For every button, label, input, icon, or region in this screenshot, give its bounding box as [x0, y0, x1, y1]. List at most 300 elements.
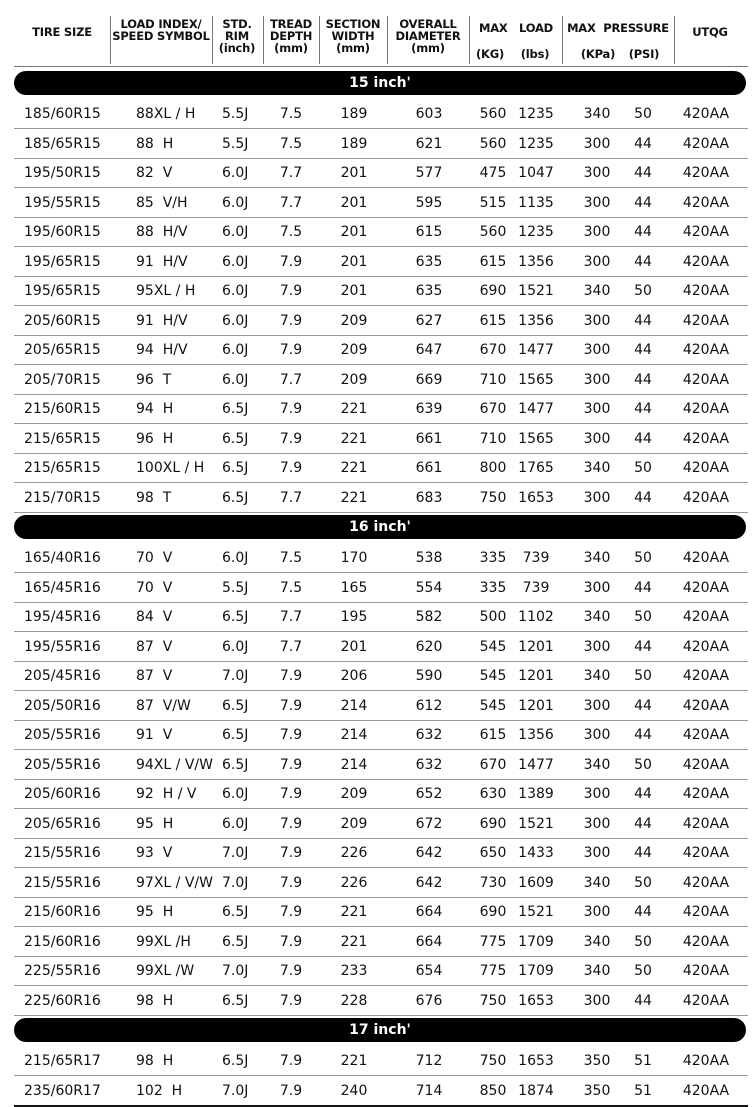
table-row — [14, 543, 748, 573]
cell-overall-diameter: 664 — [415, 904, 443, 920]
cell-max-pressure-psi: 44 — [634, 786, 652, 802]
cell-overall-diameter: 554 — [415, 579, 443, 596]
cell-max-load-lbs: 739 — [522, 579, 550, 596]
table-row — [14, 335, 748, 365]
cell-tread-depth: 7.9 — [279, 933, 303, 950]
table-row — [14, 453, 748, 483]
cell-tread-depth: 7.7 — [279, 489, 303, 506]
cell-max-load-lbs: 1709 — [518, 963, 554, 979]
header-divider — [212, 16, 213, 64]
table-row — [14, 927, 748, 957]
cell-tire-size: 195/65R15 — [24, 253, 101, 270]
cell-max-pressure-psi: 50 — [634, 460, 652, 476]
cell-max-pressure-psi: 44 — [634, 165, 652, 181]
cell-max-load-lbs: 1477 — [518, 756, 554, 773]
cell-overall-diameter: 612 — [415, 697, 443, 714]
cell-overall-diameter: 642 — [415, 845, 443, 861]
cell-section-width: 201 — [340, 283, 368, 299]
table-row — [14, 602, 748, 632]
cell-std-rim: 6.5J — [222, 430, 249, 447]
cell-tire-size: 185/60R15 — [24, 106, 101, 122]
cell-std-rim: 6.0J — [222, 342, 249, 358]
cell-tread-depth: 7.5 — [279, 550, 303, 566]
cell-max-load-kg: 630 — [479, 786, 507, 802]
table-row — [14, 217, 748, 247]
cell-max-pressure-kpa: 300 — [583, 342, 611, 358]
header-max-load-kg: (KG) — [475, 47, 505, 61]
cell-std-rim: 6.0J — [222, 786, 249, 802]
cell-max-load-lbs: 1874 — [518, 1082, 554, 1099]
cell-max-pressure-kpa: 340 — [583, 460, 611, 476]
cell-max-pressure-psi: 50 — [634, 283, 652, 299]
cell-section-width: 170 — [340, 550, 368, 566]
cell-utqg: 420AA — [682, 194, 730, 211]
cell-load-speed: 91 H/V — [136, 312, 188, 329]
cell-max-load-kg: 560 — [479, 224, 507, 240]
cell-max-pressure-psi: 51 — [634, 1053, 652, 1069]
cell-load-speed: 96 H — [136, 430, 174, 447]
cell-section-width: 226 — [340, 874, 368, 891]
cell-overall-diameter: 654 — [415, 963, 443, 979]
cell-tire-size: 205/65R15 — [24, 342, 101, 358]
cell-max-load-kg: 475 — [479, 165, 507, 181]
cell-tread-depth: 7.9 — [279, 1082, 303, 1099]
cell-max-load-lbs: 1565 — [518, 371, 554, 388]
table-row — [14, 661, 748, 691]
cell-tread-depth: 7.7 — [279, 194, 303, 211]
cell-std-rim: 6.5J — [222, 904, 249, 920]
cell-tire-size: 165/45R16 — [24, 579, 101, 596]
cell-overall-diameter: 632 — [415, 727, 443, 743]
cell-load-speed: 88 H/V — [136, 224, 188, 240]
cell-max-pressure-psi: 50 — [634, 963, 652, 979]
table-row — [14, 188, 748, 218]
table-row — [14, 809, 748, 839]
cell-overall-diameter: 676 — [415, 992, 443, 1009]
cell-tire-size: 215/60R16 — [24, 933, 101, 950]
cell-max-load-kg: 850 — [479, 1082, 507, 1099]
table-row — [14, 483, 748, 513]
cell-tread-depth: 7.9 — [279, 874, 303, 891]
cell-load-speed: 91 V — [136, 727, 173, 743]
cell-load-speed: 99XL /W — [136, 963, 195, 979]
cell-max-pressure-kpa: 300 — [583, 904, 611, 920]
cell-load-speed: 94 H — [136, 401, 174, 417]
cell-utqg: 420AA — [682, 609, 730, 625]
cell-tire-size: 205/45R16 — [24, 668, 101, 684]
cell-max-pressure-kpa: 300 — [583, 845, 611, 861]
cell-utqg: 420AA — [682, 579, 730, 596]
cell-max-load-lbs: 1235 — [518, 106, 554, 122]
table-row — [14, 720, 748, 750]
cell-max-load-kg: 545 — [479, 638, 507, 655]
cell-section-width: 214 — [340, 727, 368, 743]
table-row — [14, 129, 748, 159]
cell-max-load-kg: 335 — [479, 550, 507, 566]
cell-std-rim: 6.5J — [222, 992, 249, 1009]
cell-load-speed: 70 V — [136, 579, 173, 596]
cell-max-pressure-psi: 44 — [634, 430, 652, 447]
cell-std-rim: 6.5J — [222, 727, 249, 743]
cell-load-speed: 94XL / V/W — [136, 756, 213, 773]
table-row — [14, 573, 748, 603]
cell-max-load-kg: 670 — [479, 756, 507, 773]
cell-std-rim: 5.5J — [222, 579, 249, 596]
cell-tread-depth: 7.9 — [279, 845, 303, 861]
cell-max-load-lbs: 1565 — [518, 430, 554, 447]
cell-section-width: 209 — [340, 312, 368, 329]
header-divider — [110, 16, 111, 64]
cell-overall-diameter: 590 — [415, 668, 443, 684]
cell-max-pressure-psi: 44 — [634, 845, 652, 861]
cell-std-rim: 6.0J — [222, 165, 249, 181]
cell-section-width: 209 — [340, 342, 368, 358]
cell-load-speed: 98 H — [136, 992, 174, 1009]
cell-max-pressure-kpa: 300 — [583, 401, 611, 417]
header-max-pressure-psi: (PSI) — [628, 47, 660, 61]
cell-max-load-lbs: 1653 — [518, 1053, 554, 1069]
cell-max-load-kg: 710 — [479, 430, 507, 447]
header-divider — [263, 16, 264, 64]
cell-tire-size: 205/70R15 — [24, 371, 101, 388]
table-row — [14, 868, 748, 898]
cell-section-width: 233 — [340, 963, 368, 979]
cell-max-load-lbs: 1709 — [518, 933, 554, 950]
cell-std-rim: 6.0J — [222, 638, 249, 655]
cell-max-load-kg: 515 — [479, 194, 507, 211]
cell-overall-diameter: 639 — [415, 401, 443, 417]
table-row — [14, 956, 748, 986]
cell-section-width: 189 — [340, 135, 368, 152]
cell-overall-diameter: 652 — [415, 786, 443, 802]
cell-section-width: 221 — [340, 430, 368, 447]
cell-max-pressure-psi: 44 — [634, 194, 652, 211]
cell-tread-depth: 7.9 — [279, 786, 303, 802]
cell-max-pressure-kpa: 300 — [583, 697, 611, 714]
cell-section-width: 221 — [340, 460, 368, 476]
cell-max-load-lbs: 1201 — [518, 697, 554, 714]
table-row — [14, 306, 748, 336]
cell-max-pressure-psi: 44 — [634, 579, 652, 596]
header-divider — [469, 16, 470, 64]
table-row — [14, 750, 748, 780]
cell-max-pressure-psi: 44 — [634, 401, 652, 417]
cell-overall-diameter: 714 — [415, 1082, 443, 1099]
cell-load-speed: 87 V/W — [136, 697, 191, 714]
cell-utqg: 420AA — [682, 727, 730, 743]
table-row — [14, 838, 748, 868]
cell-max-load-kg: 670 — [479, 401, 507, 417]
cell-max-load-kg: 560 — [479, 106, 507, 122]
cell-load-speed: 91 H/V — [136, 253, 188, 270]
cell-max-pressure-psi: 50 — [634, 609, 652, 625]
cell-overall-diameter: 620 — [415, 638, 443, 655]
cell-max-pressure-kpa: 340 — [583, 609, 611, 625]
cell-tire-size: 195/55R16 — [24, 638, 101, 655]
cell-overall-diameter: 642 — [415, 874, 443, 891]
cell-max-load-lbs: 1653 — [518, 489, 554, 506]
cell-load-speed: 102 H — [136, 1082, 183, 1099]
cell-load-speed: 70 V — [136, 550, 173, 566]
cell-overall-diameter: 635 — [415, 283, 443, 299]
cell-max-pressure-kpa: 300 — [583, 638, 611, 655]
header-utqg: UTQG — [692, 25, 728, 39]
table-row — [14, 394, 748, 424]
cell-load-speed: 84 V — [136, 609, 173, 625]
cell-tread-depth: 7.5 — [279, 106, 303, 122]
cell-max-load-kg: 710 — [479, 371, 507, 388]
cell-std-rim: 6.5J — [222, 756, 249, 773]
cell-utqg: 420AA — [682, 253, 730, 270]
cell-overall-diameter: 669 — [415, 371, 443, 388]
table-row — [14, 276, 748, 306]
cell-max-pressure-psi: 44 — [634, 489, 652, 506]
cell-max-load-kg: 750 — [479, 489, 507, 506]
cell-std-rim: 6.0J — [222, 371, 249, 388]
cell-section-width: 165 — [340, 579, 368, 596]
cell-max-load-kg: 545 — [479, 697, 507, 714]
cell-std-rim: 6.5J — [222, 401, 249, 417]
table-row — [14, 632, 748, 662]
cell-tire-size: 215/65R15 — [24, 460, 101, 476]
cell-overall-diameter: 661 — [415, 460, 443, 476]
cell-tread-depth: 7.9 — [279, 756, 303, 773]
cell-tire-size: 215/55R16 — [24, 874, 101, 891]
cell-max-load-lbs: 1356 — [518, 312, 554, 329]
cell-section-width: 221 — [340, 489, 368, 506]
cell-tire-size: 215/65R17 — [24, 1053, 101, 1069]
cell-max-pressure-kpa: 340 — [583, 874, 611, 891]
cell-max-load-lbs: 1235 — [518, 135, 554, 152]
cell-tire-size: 205/65R16 — [24, 815, 101, 832]
cell-max-pressure-kpa: 300 — [583, 815, 611, 832]
cell-max-pressure-kpa: 300 — [583, 312, 611, 329]
cell-utqg: 420AA — [682, 489, 730, 506]
cell-utqg: 420AA — [682, 845, 730, 861]
cell-max-pressure-kpa: 300 — [583, 165, 611, 181]
cell-max-load-kg: 615 — [479, 253, 507, 270]
cell-max-pressure-kpa: 300 — [583, 992, 611, 1009]
cell-section-width: 206 — [340, 668, 368, 684]
cell-tread-depth: 7.9 — [279, 727, 303, 743]
cell-utqg: 420AA — [682, 1053, 730, 1069]
cell-tread-depth: 7.9 — [279, 430, 303, 447]
cell-max-pressure-psi: 50 — [634, 756, 652, 773]
cell-max-pressure-psi: 50 — [634, 933, 652, 950]
cell-load-speed: 95XL / H — [136, 283, 196, 299]
cell-tire-size: 205/60R16 — [24, 786, 101, 802]
header-max-pressure-kpa: (KPa) — [580, 47, 616, 61]
cell-section-width: 214 — [340, 697, 368, 714]
cell-tire-size: 195/55R15 — [24, 194, 101, 211]
cell-max-load-kg: 650 — [479, 845, 507, 861]
table-row — [14, 779, 748, 809]
cell-tread-depth: 7.9 — [279, 460, 303, 476]
cell-tire-size: 225/60R16 — [24, 992, 101, 1009]
cell-utqg: 420AA — [682, 342, 730, 358]
cell-overall-diameter: 647 — [415, 342, 443, 358]
cell-tire-size: 215/65R15 — [24, 430, 101, 447]
cell-tread-depth: 7.9 — [279, 401, 303, 417]
section-band: 17 inch' — [14, 1018, 746, 1042]
cell-tire-size: 195/50R15 — [24, 165, 101, 181]
cell-std-rim: 6.0J — [222, 224, 249, 240]
cell-load-speed: 94 H/V — [136, 342, 188, 358]
cell-max-load-kg: 335 — [479, 579, 507, 596]
cell-max-load-kg: 750 — [479, 1053, 507, 1069]
cell-load-speed: 98 H — [136, 1053, 174, 1069]
cell-max-pressure-kpa: 300 — [583, 371, 611, 388]
cell-tread-depth: 7.9 — [279, 668, 303, 684]
cell-utqg: 420AA — [682, 992, 730, 1009]
cell-std-rim: 6.0J — [222, 815, 249, 832]
table-row — [14, 691, 748, 721]
cell-section-width: 240 — [340, 1082, 368, 1099]
cell-load-speed: 97XL / V/W — [136, 874, 213, 891]
cell-utqg: 420AA — [682, 963, 730, 979]
cell-section-width: 189 — [340, 106, 368, 122]
cell-load-speed: 93 V — [136, 845, 173, 861]
cell-overall-diameter: 661 — [415, 430, 443, 447]
cell-std-rim: 7.0J — [222, 1082, 249, 1099]
table-row — [14, 424, 748, 454]
cell-max-load-lbs: 1235 — [518, 224, 554, 240]
cell-max-pressure-kpa: 340 — [583, 668, 611, 684]
cell-max-pressure-kpa: 340 — [583, 106, 611, 122]
cell-max-pressure-kpa: 300 — [583, 224, 611, 240]
cell-utqg: 420AA — [682, 165, 730, 181]
cell-max-load-lbs: 1521 — [518, 815, 554, 832]
cell-load-speed: 99XL /H — [136, 933, 191, 950]
cell-max-load-kg: 615 — [479, 727, 507, 743]
cell-tire-size: 195/60R15 — [24, 224, 101, 240]
cell-max-load-lbs: 1389 — [518, 786, 554, 802]
cell-max-pressure-kpa: 300 — [583, 253, 611, 270]
cell-max-pressure-kpa: 340 — [583, 933, 611, 950]
cell-tire-size: 195/45R16 — [24, 609, 101, 625]
cell-utqg: 420AA — [682, 135, 730, 152]
cell-max-load-kg: 690 — [479, 904, 507, 920]
cell-load-speed: 95 H — [136, 815, 174, 832]
cell-utqg: 420AA — [682, 697, 730, 714]
cell-section-width: 201 — [340, 165, 368, 181]
cell-std-rim: 7.0J — [222, 668, 249, 684]
cell-max-load-lbs: 1653 — [518, 992, 554, 1009]
cell-max-pressure-kpa: 300 — [583, 489, 611, 506]
cell-max-pressure-psi: 44 — [634, 992, 652, 1009]
cell-max-pressure-psi: 44 — [634, 638, 652, 655]
cell-max-load-lbs: 1609 — [518, 874, 554, 891]
cell-tire-size: 205/60R15 — [24, 312, 101, 329]
cell-max-pressure-psi: 50 — [634, 874, 652, 891]
cell-max-load-kg: 500 — [479, 609, 507, 625]
cell-utqg: 420AA — [682, 106, 730, 122]
section-band: 16 inch' — [14, 515, 746, 539]
header-tread-depth: TREAD DEPTH (mm) — [269, 17, 313, 55]
cell-section-width: 221 — [340, 904, 368, 920]
cell-overall-diameter: 615 — [415, 224, 443, 240]
cell-tire-size: 235/60R17 — [24, 1082, 101, 1099]
cell-max-pressure-psi: 44 — [634, 371, 652, 388]
table-row — [14, 365, 748, 395]
cell-utqg: 420AA — [682, 283, 730, 299]
cell-tire-size: 205/55R16 — [24, 727, 101, 743]
cell-load-speed: 87 V — [136, 668, 173, 684]
cell-std-rim: 6.5J — [222, 933, 249, 950]
cell-max-load-lbs: 1765 — [518, 460, 554, 476]
header-std-rim: STD. RIM (inch) — [218, 17, 256, 55]
cell-section-width: 209 — [340, 786, 368, 802]
cell-overall-diameter: 627 — [415, 312, 443, 329]
cell-tire-size: 215/55R16 — [24, 845, 101, 861]
cell-tire-size: 215/60R16 — [24, 904, 101, 920]
cell-tire-size: 225/55R16 — [24, 963, 101, 979]
cell-max-load-lbs: 1521 — [518, 283, 554, 299]
cell-tread-depth: 7.5 — [279, 579, 303, 596]
cell-overall-diameter: 621 — [415, 135, 443, 152]
cell-std-rim: 7.0J — [222, 845, 249, 861]
header-max-pressure: MAX PRESSURE — [567, 21, 669, 35]
cell-overall-diameter: 683 — [415, 489, 443, 506]
cell-utqg: 420AA — [682, 933, 730, 950]
cell-std-rim: 7.0J — [222, 963, 249, 979]
cell-max-load-lbs: 1477 — [518, 401, 554, 417]
cell-load-speed: 98 T — [136, 489, 172, 506]
cell-utqg: 420AA — [682, 815, 730, 832]
cell-load-speed: 88 H — [136, 135, 174, 152]
cell-overall-diameter: 538 — [415, 550, 443, 566]
cell-tread-depth: 7.9 — [279, 992, 303, 1009]
cell-max-pressure-psi: 44 — [634, 253, 652, 270]
cell-max-pressure-psi: 44 — [634, 697, 652, 714]
cell-overall-diameter: 577 — [415, 165, 443, 181]
cell-max-load-kg: 560 — [479, 135, 507, 152]
header-divider — [387, 16, 388, 64]
cell-max-load-kg: 800 — [479, 460, 507, 476]
cell-max-load-lbs: 1201 — [518, 668, 554, 684]
cell-std-rim: 7.0J — [222, 874, 249, 891]
cell-overall-diameter: 635 — [415, 253, 443, 270]
cell-max-pressure-kpa: 300 — [583, 194, 611, 211]
cell-utqg: 420AA — [682, 224, 730, 240]
cell-max-load-kg: 690 — [479, 283, 507, 299]
cell-overall-diameter: 595 — [415, 194, 443, 211]
cell-load-speed: 87 V — [136, 638, 173, 655]
cell-max-load-kg: 690 — [479, 815, 507, 832]
cell-load-speed: 96 T — [136, 371, 172, 388]
header-load-index: LOAD INDEX/ SPEED SYMBOL — [112, 17, 210, 43]
cell-max-load-kg: 750 — [479, 992, 507, 1009]
cell-section-width: 221 — [340, 401, 368, 417]
cell-max-pressure-kpa: 300 — [583, 430, 611, 447]
cell-std-rim: 6.0J — [222, 253, 249, 270]
table-row — [14, 1076, 748, 1107]
cell-tread-depth: 7.7 — [279, 609, 303, 625]
cell-section-width: 195 — [340, 609, 368, 625]
cell-max-load-kg: 775 — [479, 963, 507, 979]
cell-overall-diameter: 582 — [415, 609, 443, 625]
cell-tire-size: 205/50R16 — [24, 697, 101, 714]
cell-max-pressure-psi: 51 — [634, 1082, 652, 1099]
cell-max-pressure-kpa: 300 — [583, 727, 611, 743]
cell-max-pressure-kpa: 340 — [583, 963, 611, 979]
cell-max-load-lbs: 1135 — [518, 194, 554, 211]
cell-utqg: 420AA — [682, 430, 730, 447]
cell-tread-depth: 7.9 — [279, 697, 303, 714]
header-divider — [562, 16, 563, 64]
cell-utqg: 420AA — [682, 401, 730, 417]
cell-tire-size: 195/65R15 — [24, 283, 101, 299]
